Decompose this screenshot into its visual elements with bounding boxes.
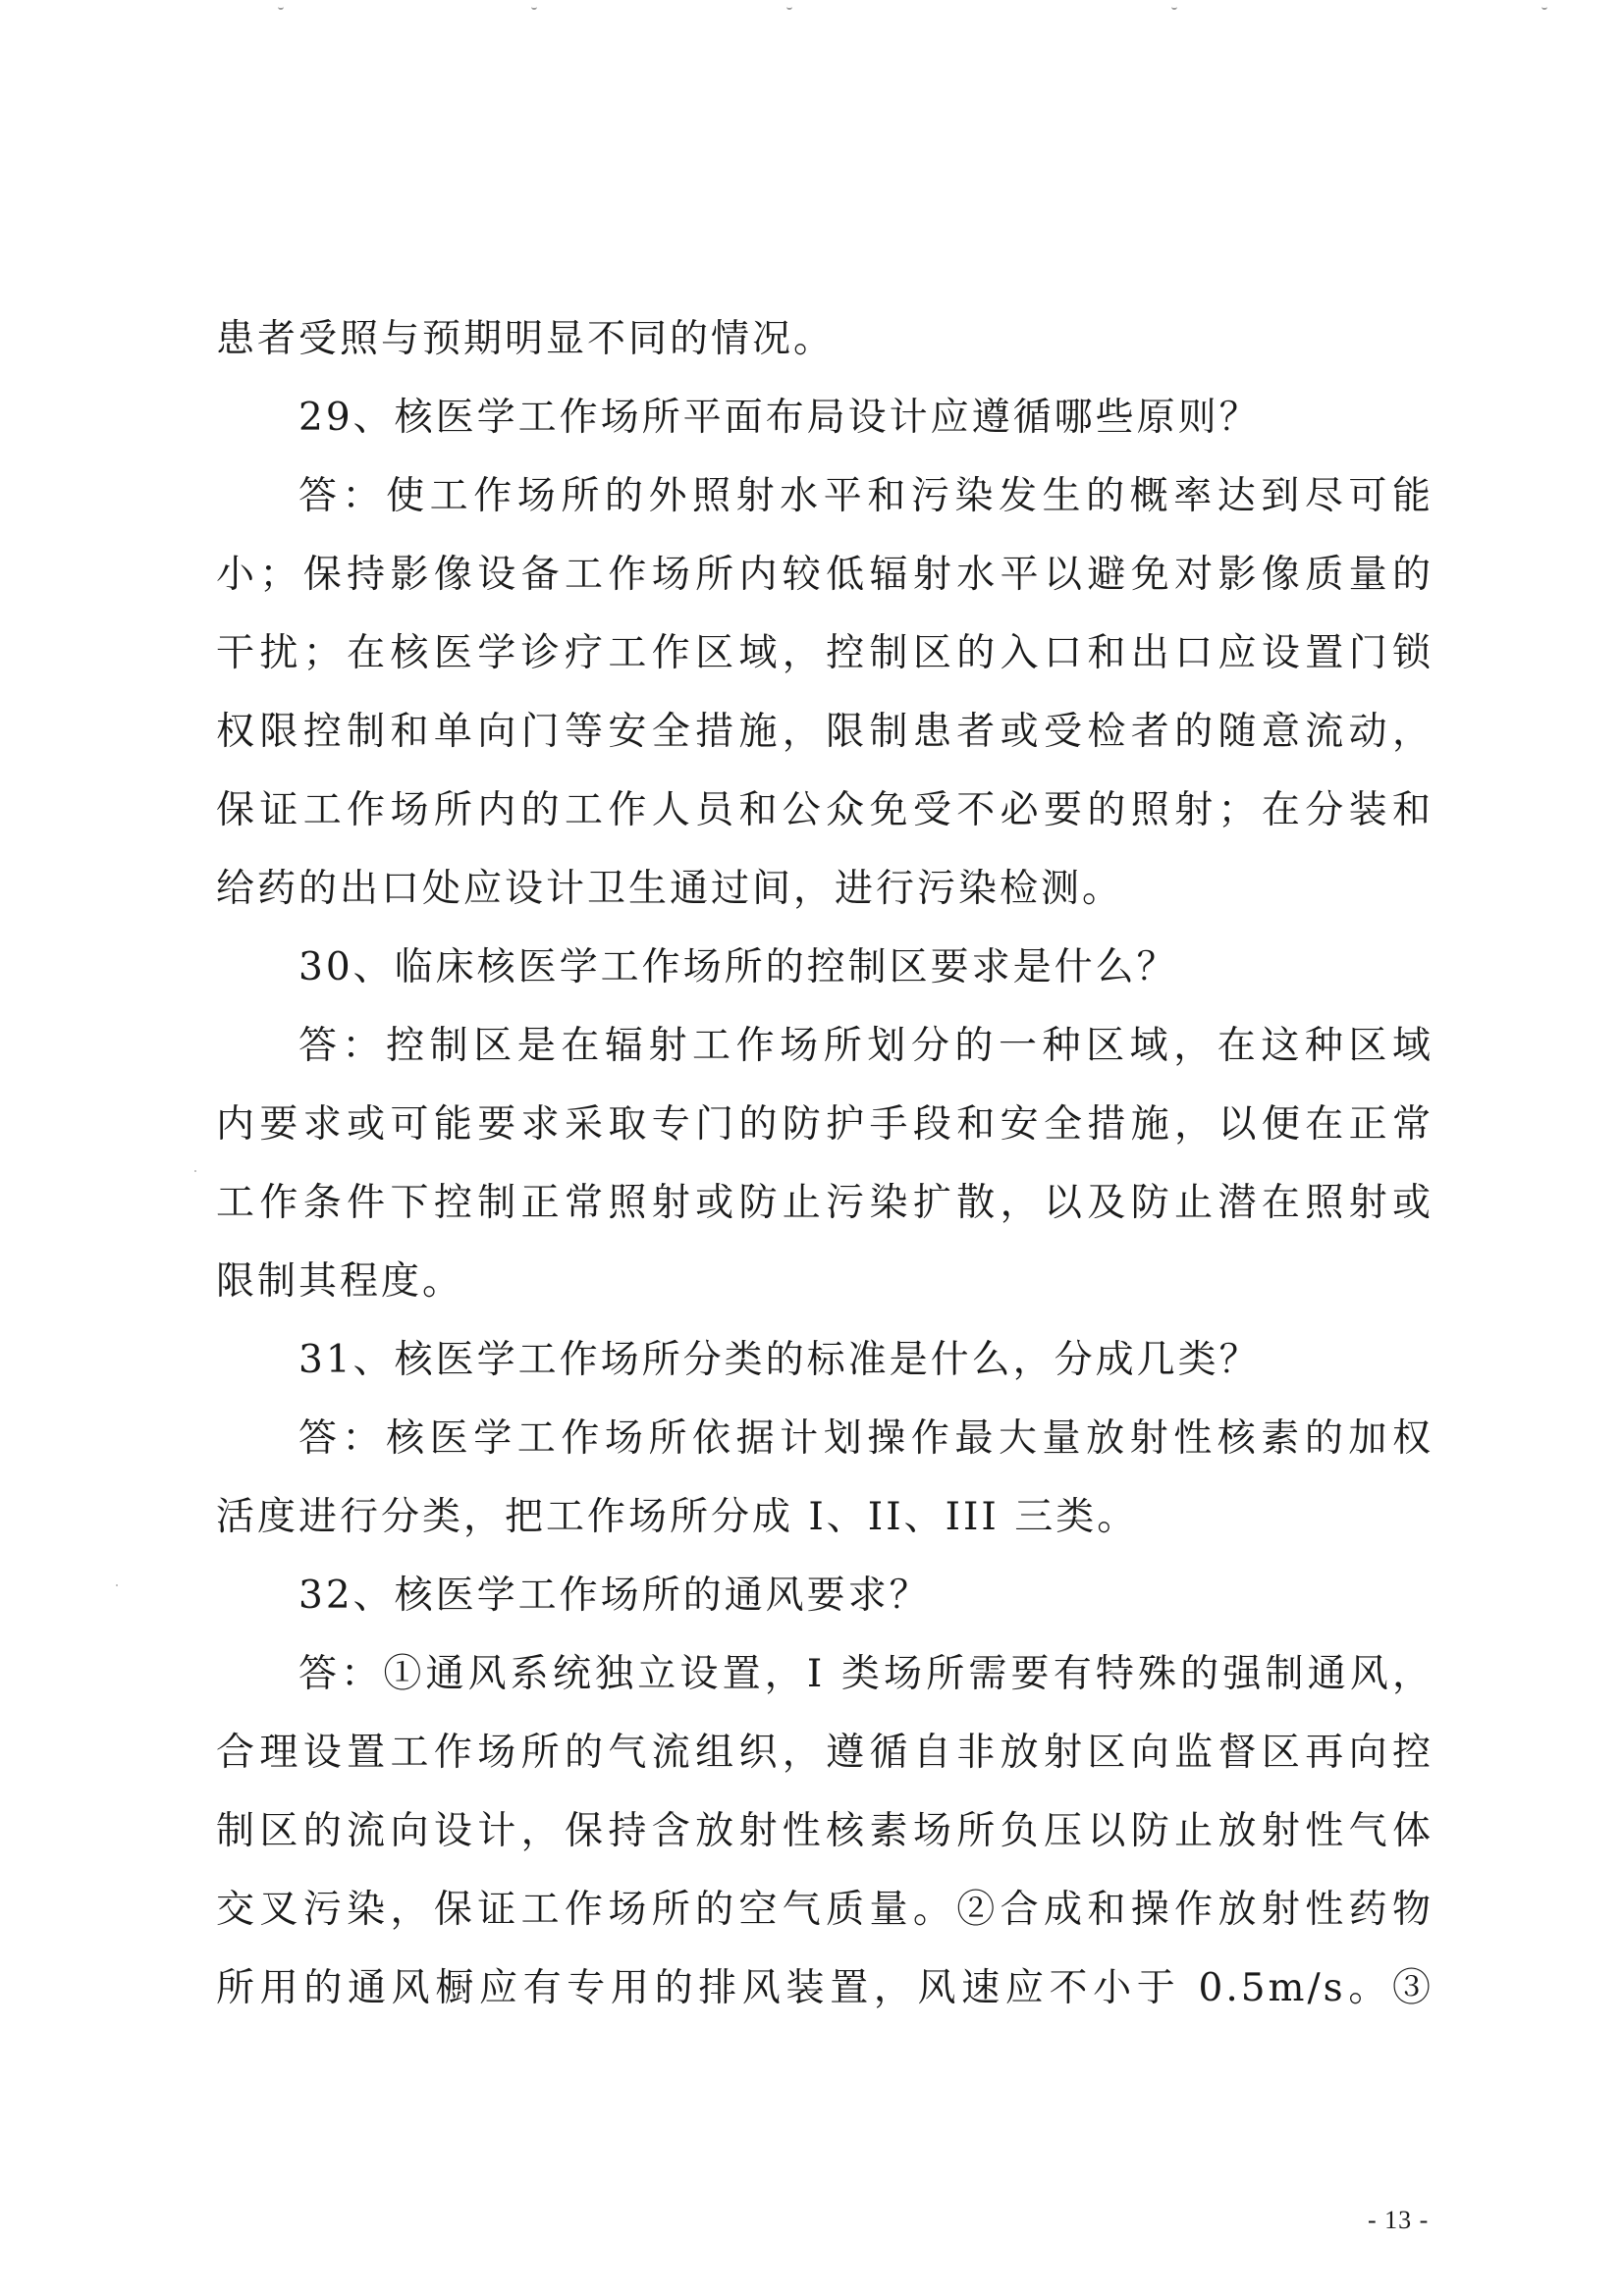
text-line: 干扰；在核医学诊疗工作区域，控制区的入口和出口应设置门锁	[216, 631, 1434, 675]
text-line: 29、核医学工作场所平面布局设计应遵循哪些原则？	[298, 396, 1261, 440]
text-line: 小；保持影像设备工作场所内较低辐射水平以避免对影像质量的	[216, 553, 1434, 597]
text-line: 31、核医学工作场所分类的标准是什么，分成几类？	[298, 1338, 1261, 1382]
scan-mark	[786, 0, 792, 10]
text-line: 制区的流向设计，保持含放射性核素场所负压以防止放射性气体	[216, 1809, 1434, 1853]
text-line: 内要求或可能要求采取专门的防护手段和安全措施，以便在正常	[216, 1102, 1434, 1147]
scan-speck	[194, 1170, 196, 1172]
text-line: 答：核医学工作场所依据计划操作最大量放射性核素的加权	[298, 1416, 1434, 1461]
document-body	[216, 300, 1434, 2028]
text-line: 保证工作场所内的工作人员和公众免受不必要的照射；在分装和	[216, 788, 1434, 832]
scan-mark	[1542, 0, 1547, 10]
text-line: 答：①通风系统独立设置，I 类场所需要有特殊的强制通风，	[298, 1652, 1434, 1696]
text-line: 答：控制区是在辐射工作场所划分的一种区域，在这种区域	[298, 1024, 1434, 1068]
page-number: - 13 -	[1368, 2206, 1430, 2234]
text-line: 患者受照与预期明显不同的情况。	[216, 317, 836, 361]
text-line: 合理设置工作场所的气流组织，遵循自非放射区向监督区再向控	[216, 1731, 1434, 1775]
scan-mark	[531, 0, 537, 10]
text-line: 工作条件下控制正常照射或防止污染扩散，以及防止潜在照射或	[216, 1181, 1434, 1225]
text-line: 答：使工作场所的外照射水平和污染发生的概率达到尽可能	[298, 474, 1434, 518]
text-line: 活度进行分类，把工作场所分成 I、II、III 三类。	[216, 1495, 1139, 1539]
text-line: 32、核医学工作场所的通风要求？	[298, 1574, 931, 1618]
scan-edge-marks	[0, 0, 1623, 12]
scan-mark	[1171, 0, 1177, 10]
text-line: 交叉污染，保证工作场所的空气质量。②合成和操作放射性药物	[216, 1888, 1434, 1932]
text-line: 30、临床核医学工作场所的控制区要求是什么？	[298, 945, 1178, 989]
scan-speck	[116, 1584, 118, 1586]
text-line: 权限控制和单向门等安全措施，限制患者或受检者的随意流动，	[216, 710, 1434, 754]
scan-mark	[278, 0, 284, 10]
text-line: 给药的出口处应设计卫生通过间，进行污染检测。	[216, 867, 1124, 911]
text-line: 所用的通风橱应有专用的排风装置，风速应不小于 0.5m/s。③	[216, 1966, 1434, 2010]
text-line: 限制其程度。	[216, 1259, 464, 1304]
